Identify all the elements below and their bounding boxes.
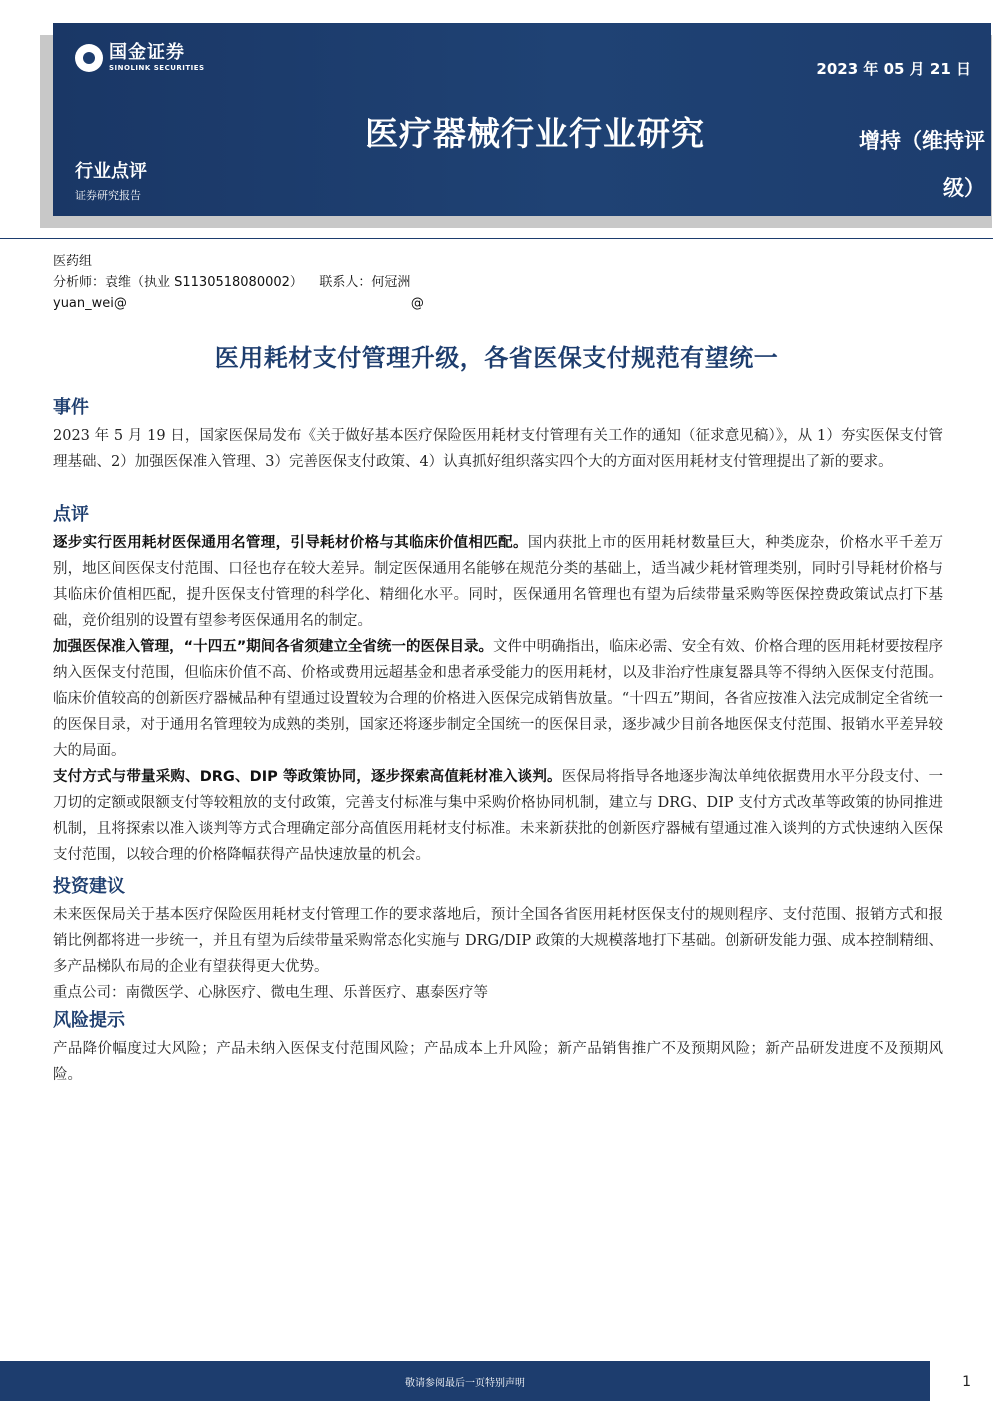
event-text: 2023 年 5 月 19 日，国家医保局发布《关于做好基本医疗保险医用耗材支付管理有关工作的通知（征求意见稿）》，从 1）夯实医保支付管理基础、2）加强医保准入管理、3）完善医保支付政策、4）认真抓好组织落实四个大的方面对医用耗材支付管理提出了新的要求。 bbox=[53, 428, 943, 470]
key-companies: 重点公司：南微医学、心脉医疗、微电生理、乐普医疗、惠泰医疗等 bbox=[53, 985, 488, 1001]
rating-line1: 增持（维持评 bbox=[859, 129, 985, 153]
report-category: 行业点评 bbox=[75, 161, 147, 182]
comment-paragraph: 加强医保准入管理，“十四五”期间各省须建立全省统一的医保目录。文件中明确指出，临床必需、安全有效、价格合理的医用耗材要按程序纳入医保支付范围，但临床价值不高、价格或费用远超基金和患者承受能力的医用耗材，以及非治疗性康复器具等不得纳入医保支付范围。临床价值较高的创新医疗器械品种有望通过设置较为合理的价格进入医保完成销售放量。“十四五”期间，各省应按准入法完成制定全省统一的医保目录，对于通用名管理较为成熟的类别，国家还将逐步制定全国统一的医保目录，逐步减少目前各地医保支付范围、报销水平差异较大的局面。 bbox=[53, 639, 944, 759]
advice-text: 未来医保局关于基本医疗保险医用耗材支付管理工作的要求落地后，预计全国各省医用耗材医保支付的规则程序、支付范围、报销方式和报销比例都将进一步统一，并且有望为后续带量采购常态化实施与 DRG/DIP 政策的大规模落地打下基础。创新研发能力强、成本控制精细、多产品梯队布局的企业有望获得更大优势。 bbox=[53, 907, 943, 975]
footer-bar bbox=[0, 1361, 930, 1401]
page-number: 1 bbox=[962, 1374, 971, 1390]
section-title: 风险提示 bbox=[53, 1010, 125, 1031]
analyst-email[interactable]: yuan_wei@ bbox=[53, 296, 127, 311]
report-title: 医疗器械行业行业研究 bbox=[365, 114, 705, 153]
paragraph-lead: 逐步实行医用耗材医保通用名管理，引导耗材价格与其临床价值相匹配。 bbox=[53, 535, 528, 551]
section-risk bbox=[53, 1008, 943, 1088]
comment-paragraph: 支付方式与带量采购、DRG、DIP 等政策协同，逐步探索高值耗材准入谈判。医保局将指导各地逐步淘汰单纯依据费用水平分段支付、一刀切的定额或限额支付等较粗放的支付政策，完善支付标准与集中采购价格协同机制，建立与 DRG、DIP 支付方式改革等政策的协同推进机制，且将探索以准入谈判等方式合理确定部分高值医用耗材支付标准。未来新获批的创新医疗器械有望通过准入谈判的方式快速纳入医保支付范围，以较合理的价格降幅获得产品快速放量的机会。 bbox=[53, 769, 943, 863]
section-title: 事件 bbox=[53, 397, 89, 418]
team-group: 医药组 bbox=[53, 254, 93, 269]
section-advice bbox=[53, 874, 943, 1006]
comment-paragraph: 逐步实行医用耗材医保通用名管理，引导耗材价格与其临床价值相匹配。国内获批上市的医用耗材数量巨大，种类庞杂，价格水平千差万别，地区间医保支付范围、口径也存在较大差异。制定医保通用名能够在规范分类的基础上，适当减少耗材管理类别，同时引导耗材价格与其临床价值相匹配，提升医保支付管理的科学化、精细化水平。同时，医保通用名管理也有望为后续带量采购等医保控费政策试点打下基础，竞价组别的设置有望参考医保通用名的制定。 bbox=[53, 535, 944, 629]
report-subcategory: 证券研究报告 bbox=[75, 189, 141, 202]
contact-email[interactable]: @ bbox=[410, 296, 424, 311]
section-title: 投资建议 bbox=[53, 876, 125, 897]
section-comment bbox=[53, 502, 943, 868]
logo-icon bbox=[75, 44, 103, 72]
report-header bbox=[53, 23, 991, 216]
team-emails bbox=[53, 293, 424, 314]
team-analyst: 分析师：袁维（执业 S1130518080002） 联系人：何冠洲 bbox=[53, 275, 411, 290]
logo-cn-text: 国金证券 bbox=[109, 42, 185, 63]
report-headline: 医用耗材支付管理升级，各省医保支付规范有望统一 bbox=[214, 344, 779, 372]
section-event bbox=[53, 395, 943, 475]
company-logo bbox=[75, 44, 205, 72]
section-title: 点评 bbox=[53, 504, 89, 525]
risk-text: 产品降价幅度过大风险；产品未纳入医保支付范围风险；产品成本上升风险；新产品销售推广不及预期风险；新产品研发进度不及预期风险。 bbox=[53, 1041, 943, 1083]
paragraph-lead: 支付方式与带量采购、DRG、DIP 等政策协同，逐步探索高值耗材准入谈判。 bbox=[53, 769, 562, 785]
rating bbox=[835, 118, 985, 212]
paragraph-lead: 加强医保准入管理，“十四五”期间各省须建立全省统一的医保目录。 bbox=[53, 639, 494, 655]
footer-note: 敬请参阅最后一页特别声明 bbox=[405, 1377, 525, 1389]
logo-en-text: SINOLINK SECURITIES bbox=[109, 64, 205, 72]
analyst-team bbox=[53, 251, 424, 314]
rating-line2: 级） bbox=[943, 176, 985, 200]
report-date: 2023 年 05 月 21 日 bbox=[816, 60, 971, 78]
header-divider bbox=[0, 238, 993, 239]
